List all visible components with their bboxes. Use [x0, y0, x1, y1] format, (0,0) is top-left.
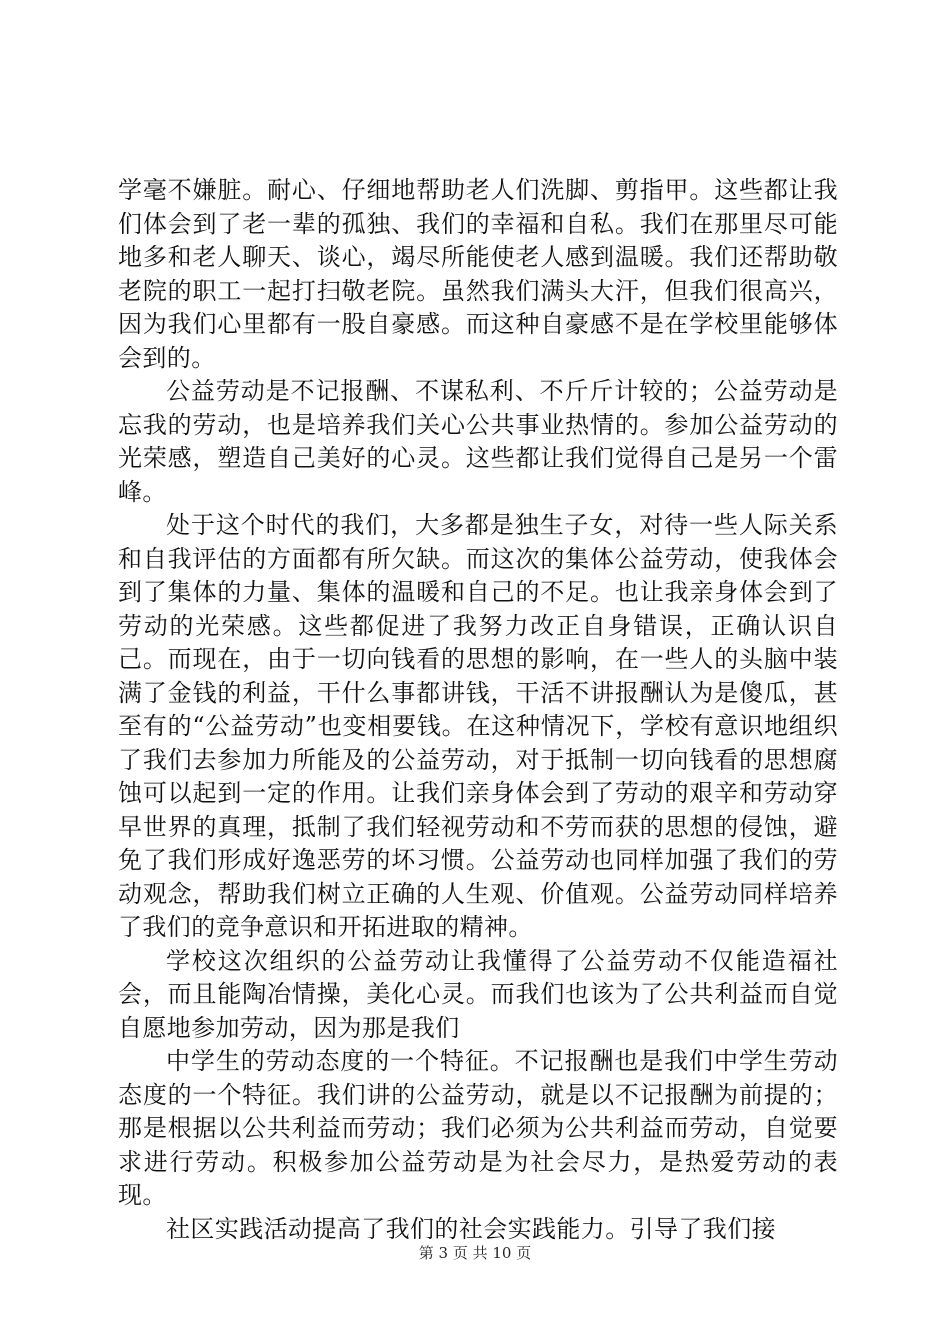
paragraph: 公益劳动是不记报酬、不谋私利、不斤斤计较的；公益劳动是忘我的劳动，也是培养我们关心公共事业热情的。参加公益劳动的光荣感，塑造自己美好的心灵。这些都让我们觉得自己是另一个雷峰。	[118, 377, 838, 506]
document-body	[118, 174, 838, 1246]
paragraph: 学毫不嫌脏。耐心、仔细地帮助老人们洗脚、剪指甲。这些都让我们体会到了老一辈的孤独、我们的幸福和自私。我们在那里尽可能地多和老人聊天、谈心，竭尽所能使老人感到温暖。我们还帮助敬老院的职工一起打扫敬老院。虽然我们满头大汗，但我们很高兴，因为我们心里都有一股自豪感。而这种自豪感不是在学校里能够体会到的。	[118, 176, 838, 372]
paragraph: 中学生的劳动态度的一个特征。不记报酬也是我们中学生劳动态度的一个特征。我们讲的公益劳动，就是以不记报酬为前提的；那是根据以公共利益而劳动；我们必须为公共利益而劳动，自觉要求进行劳动。积极参加公益劳动是为社会尽力，是热爱劳动的表现。	[118, 1047, 838, 1209]
paragraph: 社区实践活动提高了我们的社会实践能力。引导了我们接	[166, 1214, 776, 1243]
paragraph: 处于这个时代的我们，大多都是独生子女，对待一些人际关系和自我评估的方面都有所欠缺。而这次的集体公益劳动，使我体会到了集体的力量、集体的温暖和自己的不足。也让我亲身体会到了劳动的光荣感。这些都促进了我努力改正自身错误，正确认识自己。而现在，由于一切向钱看的思想的影响，在一些人的头脑中装满了金钱的利益，干什么事都讲钱，干活不讲报酬认为是傻瓜，甚至有的“公益劳动”也变相要钱。在这种情况下，学校有意识地组织了我们去参加力所能及的公益劳动，对于抵制一切向钱看的思想腐蚀可以起到一定的作用。让我们亲身体会到了劳动的艰辛和劳动穿早世界的真理，抵制了我们轻视劳动和不劳而获的思想的侵蚀，避免了我们形成好逸恶劳的坏习惯。公益劳动也同样加强了我们的劳动观念，帮助我们树立正确的人生观、价值观。公益劳动同样培养了我们的竞争意识和开拓进取的精神。	[118, 511, 838, 941]
paragraph: 学校这次组织的公益劳动让我懂得了公益劳动不仅能造福社会，而且能陶冶情操，美化心灵。而我们也该为了公共利益而自觉自愿地参加劳动，因为那是我们	[118, 946, 838, 1042]
page-number-footer: 第 3 页 共 10 页	[418, 1244, 532, 1262]
